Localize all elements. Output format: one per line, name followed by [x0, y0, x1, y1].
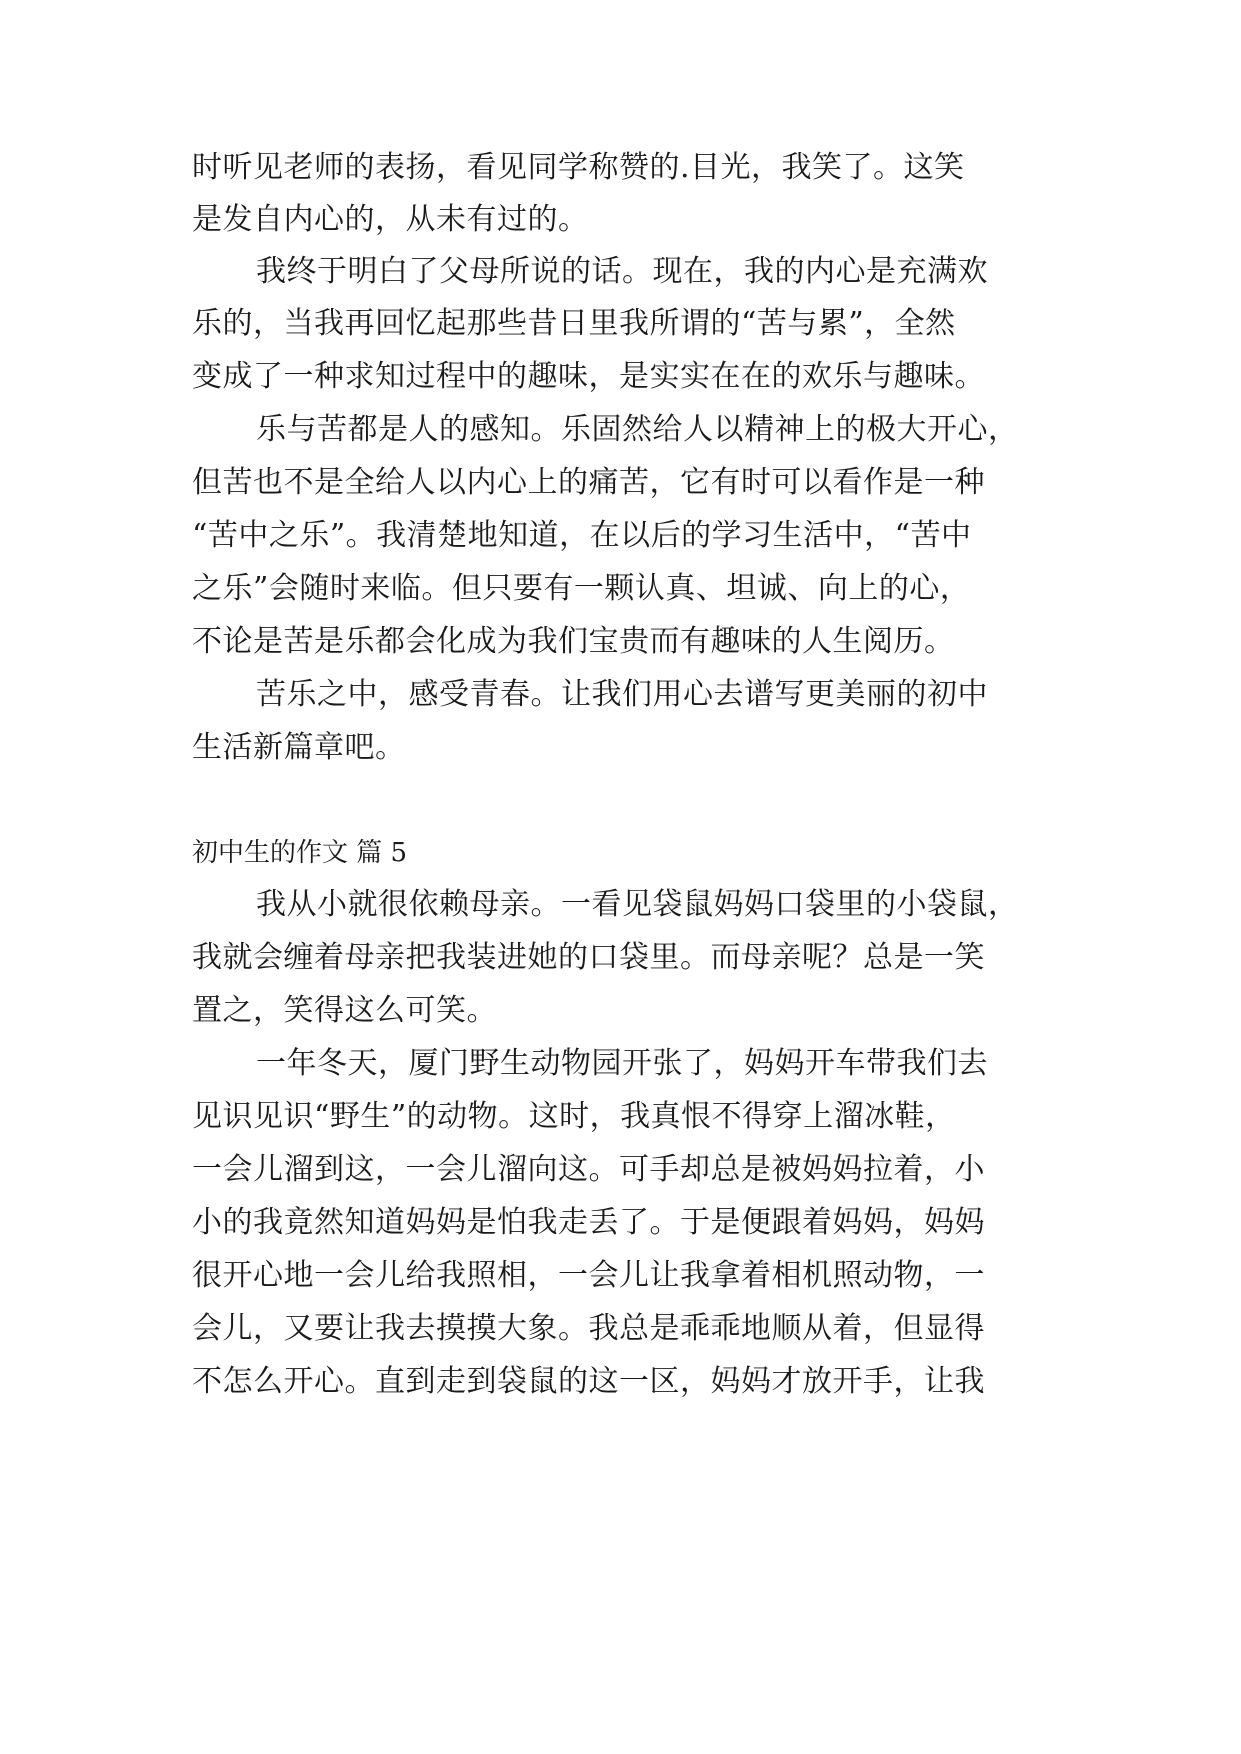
text-line: 之乐”会随时来临。但只要有一颗认真、坦诚、向上的心， — [192, 571, 971, 606]
text-line: 时听见老师的表扬，看见同学称赞的.目光，我笑了。这笑 — [192, 150, 965, 185]
text-line: 不论是苦是乐都会化成为我们宝贵而有趣味的人生阅历。 — [192, 624, 955, 659]
text-line: 变成了一种求知过程中的趣味，是实实在在的欢乐与趣味。 — [192, 359, 985, 394]
text-line: 乐的，当我再回忆起那些昔日里我所谓的“苦与累”，全然 — [192, 306, 956, 341]
text-line: 一年冬天，厦门野生动物园开张了，妈妈开车带我们去 — [256, 1046, 988, 1081]
text-line: 苦乐之中，感受青春。让我们用心去谱写更美丽的初中 — [256, 677, 988, 712]
text-line: “苦中之乐”。我清楚地知道，在以后的学习生活中，“苦中 — [192, 518, 972, 553]
text-line: 我终于明白了父母所说的话。现在，我的内心是充满欢 — [256, 254, 988, 289]
text-line: 但苦也不是全给人以内心上的痛苦，它有时可以看作是一种 — [192, 465, 985, 500]
text-line: 是发自内心的，从未有过的。 — [192, 202, 589, 237]
text-line: 生活新篇章吧。 — [192, 730, 406, 765]
text-line: 一会儿溜到这，一会儿溜向这。可手却总是被妈妈拉着，小 — [192, 1152, 985, 1187]
text-line: 见识见识“野生”的动物。这时，我真恨不得穿上溜冰鞋， — [192, 1099, 956, 1134]
text-line: 乐与苦都是人的感知。乐固然给人以精神上的极大开心， — [256, 412, 1019, 447]
text-line: 小的我竟然知道妈妈是怕我走丢了。于是便跟着妈妈，妈妈 — [192, 1205, 985, 1240]
text-line: 置之，笑得这么可笑。 — [192, 993, 497, 1028]
section-title: 初中生的作文 篇 5 — [192, 838, 408, 868]
text-line: 不怎么开心。直到走到袋鼠的这一区，妈妈才放开手，让我 — [192, 1364, 985, 1399]
text-line: 我就会缠着母亲把我装进她的口袋里。而母亲呢？总是一笑 — [192, 940, 985, 975]
text-line: 我从小就很依赖母亲。一看见袋鼠妈妈口袋里的小袋鼠， — [256, 887, 1019, 922]
text-line: 很开心地一会儿给我照相，一会儿让我拿着相机照动物，一 — [192, 1258, 985, 1293]
text-line: 会儿，又要让我去摸摸大象。我总是乖乖地顺从着，但显得 — [192, 1311, 985, 1346]
